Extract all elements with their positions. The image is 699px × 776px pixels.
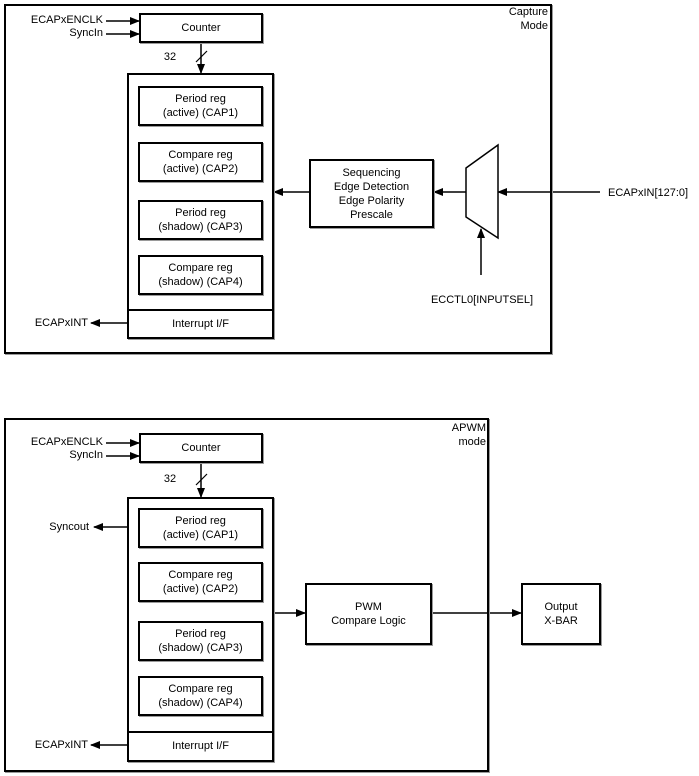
cap1-line2: (active) (CAP1) <box>162 529 239 541</box>
pwm-line1: PWM <box>355 601 382 613</box>
interrupt-divider-capture <box>128 309 273 311</box>
capture-mode-label-line1: Capture <box>508 6 548 18</box>
interrupt-if-label-apwm: Interrupt I/F <box>172 740 229 752</box>
apwm-mode-label-line2: mode <box>458 436 486 448</box>
cap1-line2: (active) (CAP1) <box>162 107 239 119</box>
syncin-label-apwm: SyncIn <box>69 449 103 461</box>
cap3-line2: (shadow) (CAP3) <box>158 642 243 654</box>
seq-line2: Edge Detection <box>333 180 410 193</box>
cap4-line1: Compare reg <box>168 683 233 695</box>
counter-box-capture <box>139 13 263 43</box>
cap3-line1: Period reg <box>175 207 226 219</box>
ecapxenclk-label-apwm: ECAPxENCLK <box>30 436 103 448</box>
ecapxint-label-apwm: ECAPxINT <box>34 739 88 751</box>
cap2-line1: Compare reg <box>168 569 233 581</box>
cap1-line1: Period reg <box>175 515 226 527</box>
inputsel-label: ECCTL0[INPUTSEL] <box>430 294 534 306</box>
cap4-line1: Compare reg <box>168 262 233 274</box>
pwm-compare-logic-box <box>305 583 432 645</box>
counter-label-capture: Counter <box>181 22 221 34</box>
cap3-line2: (shadow) (CAP3) <box>158 221 243 233</box>
bus-width-label-capture: 32 <box>163 51 177 63</box>
counter-box-apwm <box>139 433 263 463</box>
cap1-line1: Period reg <box>175 93 226 105</box>
syncin-label-capture: SyncIn <box>69 27 103 39</box>
register-box-cap2-apwm <box>138 562 263 602</box>
seq-line3: Edge Polarity <box>338 194 405 207</box>
apwm-mode-label <box>342 421 486 449</box>
register-box-cap4-capture <box>138 255 263 295</box>
interrupt-if-label-capture: Interrupt I/F <box>172 318 229 330</box>
capture-mode-label-line2: Mode <box>520 20 548 32</box>
register-box-cap3-apwm <box>138 621 263 661</box>
counter-label-apwm: Counter <box>181 442 221 454</box>
register-box-cap1-apwm <box>138 508 263 548</box>
register-box-cap4-apwm <box>138 676 263 716</box>
cap2-line1: Compare reg <box>168 149 233 161</box>
syncout-label: Syncout <box>49 521 89 533</box>
cap2-line2: (active) (CAP2) <box>162 583 239 595</box>
pwm-line2: Compare Logic <box>331 615 406 627</box>
register-box-cap2-capture <box>138 142 263 182</box>
register-box-cap1-capture <box>138 86 263 126</box>
ecapxin-label: ECAPxIN[127:0] <box>608 187 689 199</box>
apwm-mode-label-line1: APWM <box>451 422 486 434</box>
ecapxenclk-label-capture: ECAPxENCLK <box>30 14 103 26</box>
seq-line1: Sequencing <box>342 166 401 179</box>
cap2-line2: (active) (CAP2) <box>162 163 239 175</box>
xbar-line2: X-BAR <box>544 615 578 627</box>
capture-mode-label <box>402 5 548 33</box>
bus-width-label-apwm: 32 <box>163 473 177 485</box>
seq-line4: Prescale <box>350 208 393 221</box>
cap3-line1: Period reg <box>175 628 226 640</box>
cap4-line2: (shadow) (CAP4) <box>158 697 243 709</box>
interrupt-divider-apwm <box>128 731 273 733</box>
ecapxint-label-capture: ECAPxINT <box>34 317 88 329</box>
xbar-line1: Output <box>544 601 578 613</box>
sequencing-box <box>309 159 434 228</box>
output-xbar-box <box>521 583 601 645</box>
register-box-cap3-capture <box>138 200 263 240</box>
cap4-line2: (shadow) (CAP4) <box>158 276 243 288</box>
